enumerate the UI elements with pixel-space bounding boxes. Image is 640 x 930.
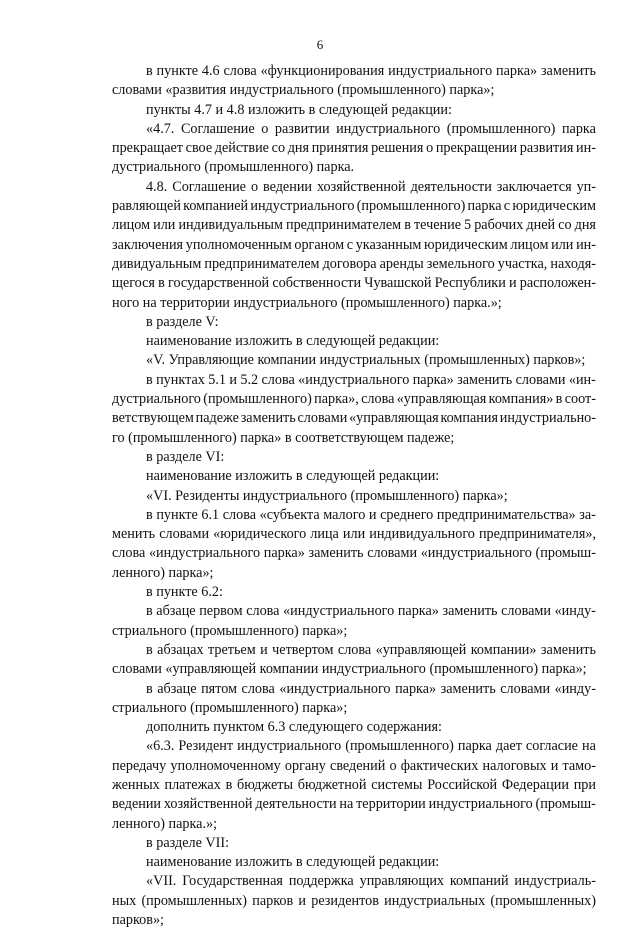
word: уполномоченному xyxy=(170,757,281,774)
word: передачу xyxy=(112,757,167,774)
word: прекращении xyxy=(435,140,518,157)
text-line: словами «управляющей компании индустриального (промышленного) парка»; xyxy=(112,661,587,678)
word: 5.1 xyxy=(208,371,226,388)
word: заменить xyxy=(240,410,296,427)
word: абзацах xyxy=(157,641,204,658)
word: договора xyxy=(322,255,377,272)
word: о xyxy=(389,757,397,774)
word: тамо- xyxy=(562,757,596,774)
word: Чувашской xyxy=(364,275,432,292)
word: указанным xyxy=(355,236,422,253)
word: парка» xyxy=(496,63,538,79)
word: «инду- xyxy=(554,603,596,620)
text-line: словами «развития индустриального (промышленного) парка»; xyxy=(112,82,495,99)
text-line: дополнить пунктом 6.3 следующего содержания: xyxy=(146,719,442,736)
text-line xyxy=(112,795,596,814)
word: компании» xyxy=(470,641,537,658)
word: заменить xyxy=(440,680,496,697)
word: индустриаль- xyxy=(514,873,596,890)
text-line xyxy=(112,178,596,197)
word: заменить xyxy=(442,603,498,620)
page-number: 6 xyxy=(316,37,324,52)
word: лица xyxy=(310,526,339,543)
text-line xyxy=(112,409,596,428)
word: заменить xyxy=(457,371,513,388)
word: словами xyxy=(367,545,418,562)
text-line xyxy=(112,506,596,525)
word: словами xyxy=(500,680,551,697)
word: в xyxy=(146,680,153,697)
text-line: парков»; xyxy=(112,912,164,929)
word: парка xyxy=(457,738,492,755)
word: парка», xyxy=(314,391,359,408)
word: малого xyxy=(323,506,366,523)
word: слова xyxy=(261,371,295,388)
word: и xyxy=(229,371,237,388)
text-line xyxy=(112,216,596,235)
word: слова xyxy=(246,603,280,620)
word: парка xyxy=(561,120,596,137)
text-line: пункты 4.7 и 4.8 изложить в следующей редакции: xyxy=(146,101,452,118)
word: бюджеты xyxy=(237,776,293,793)
word: хозяйственной xyxy=(316,178,406,195)
word: в xyxy=(555,391,563,408)
word: налоговых xyxy=(482,757,547,774)
word: развитии xyxy=(274,120,330,137)
text-line: го (промышленного) парка» в соответствующем падеже; xyxy=(112,429,455,446)
word: управляющих xyxy=(359,873,445,890)
word: «управляющая xyxy=(396,391,487,408)
word: щегося xyxy=(112,275,155,292)
word: словами xyxy=(501,603,551,620)
word: поддержка xyxy=(288,873,354,890)
word: индустриального xyxy=(388,63,493,79)
word: абзаце xyxy=(156,603,196,620)
word: (промышленных) xyxy=(490,892,596,909)
word: «инду- xyxy=(554,680,596,697)
text-line xyxy=(112,120,596,139)
word: и xyxy=(298,892,307,909)
word: «функционирования xyxy=(260,63,385,79)
word: в xyxy=(146,63,153,79)
text-line: ного на территории индустриального (промышленного) парка.»; xyxy=(112,294,502,311)
word: слова xyxy=(223,63,257,79)
word: слова xyxy=(361,391,395,408)
word: 6.1 xyxy=(201,506,220,523)
word: парков xyxy=(252,892,294,909)
word: и xyxy=(368,506,377,523)
word: женных xyxy=(112,776,160,793)
word: дней xyxy=(526,217,556,234)
word: слова xyxy=(222,506,257,523)
word: равляющей xyxy=(112,198,181,215)
word: пунктах xyxy=(156,371,205,388)
word: деятельности xyxy=(410,178,492,195)
word: в xyxy=(146,371,153,388)
word: дня xyxy=(287,140,310,157)
word: пункте xyxy=(156,63,199,79)
word: территории xyxy=(356,796,426,813)
word: в xyxy=(146,603,153,620)
word: парка» xyxy=(395,680,437,697)
word: первом xyxy=(199,603,243,620)
word: «ин- xyxy=(568,371,596,388)
word: Республики xyxy=(434,275,506,292)
word: «индустриального xyxy=(283,603,395,620)
word: при xyxy=(573,776,596,793)
word: ин- xyxy=(576,236,596,253)
word: ведении xyxy=(112,796,162,813)
text-line: стриального (промышленного) парка»; xyxy=(112,622,348,639)
word: слова xyxy=(241,680,275,697)
word: «управляющая xyxy=(349,410,439,427)
word: падеже xyxy=(195,410,239,427)
word: дустриального xyxy=(112,391,201,408)
word: системы xyxy=(371,776,423,793)
word: заменить xyxy=(540,63,596,79)
word: «индустриального xyxy=(279,680,391,697)
text-line: ленного) парка.»; xyxy=(112,815,218,832)
word: предпринимателя», xyxy=(478,526,596,543)
word: или xyxy=(551,236,574,253)
text-line: дустриального (промышленного) парка. xyxy=(112,159,355,176)
word: со xyxy=(558,217,572,234)
word: расположен- xyxy=(519,275,596,292)
word: ин- xyxy=(576,140,596,157)
document-body xyxy=(112,62,596,930)
text-line: в разделе VII: xyxy=(146,834,230,851)
word: органу xyxy=(284,757,326,774)
text-line xyxy=(112,197,596,216)
word: ведении xyxy=(262,178,313,195)
word: дня xyxy=(574,217,596,234)
text-line xyxy=(112,525,596,544)
word: четвертом xyxy=(272,641,334,658)
text-line xyxy=(112,62,596,81)
word: на xyxy=(339,796,354,813)
word: о xyxy=(250,178,259,195)
word: словами xyxy=(297,410,348,427)
word: «6.3. xyxy=(146,738,175,755)
text-line: в пункте 6.2: xyxy=(146,584,223,601)
word: уп- xyxy=(576,178,596,195)
text-line xyxy=(112,544,596,563)
text-line xyxy=(112,737,596,756)
word: решения xyxy=(371,140,424,157)
word: третьем xyxy=(207,641,256,658)
text-line xyxy=(112,390,596,409)
word: словами xyxy=(515,371,566,388)
word: (промышленного) xyxy=(356,198,466,215)
text-line: «V. Управляющие компании индустриальных (промышленных) парков»; xyxy=(146,352,586,369)
word: индивидуального xyxy=(369,526,475,543)
word: парка xyxy=(467,198,502,215)
word: дивидуальным xyxy=(112,255,202,272)
text-line xyxy=(112,139,596,158)
word: «субъекта xyxy=(259,506,320,523)
word: «индустриального xyxy=(298,371,410,388)
word: аренды xyxy=(379,255,424,272)
text-line: ленного) парка»; xyxy=(112,564,214,581)
word: резидентов xyxy=(311,892,379,909)
text-line: наименование изложить в следующей редакции: xyxy=(146,854,440,871)
word: (промыш- xyxy=(535,545,596,562)
word: «индустриального xyxy=(148,545,261,562)
word: принятия xyxy=(311,140,369,157)
word: «управляющей xyxy=(375,641,467,658)
word: абзаце xyxy=(157,680,197,697)
word: в xyxy=(225,776,233,793)
word: за- xyxy=(579,506,596,523)
word: течение xyxy=(413,217,461,234)
word: органом xyxy=(294,236,345,253)
word: соот- xyxy=(564,391,596,408)
text-line xyxy=(112,236,596,255)
text-line: наименование изложить в следующей редакции: xyxy=(146,333,440,350)
word: о xyxy=(426,140,434,157)
word: компанией xyxy=(183,198,249,215)
text-line xyxy=(112,680,596,699)
word: участка, xyxy=(497,255,548,272)
word: (промыш- xyxy=(535,796,596,813)
text-line xyxy=(112,776,596,795)
word: компания» xyxy=(488,391,554,408)
word: деятельности xyxy=(255,796,337,813)
word: на xyxy=(582,738,596,755)
word: 4.8. xyxy=(146,178,168,195)
word: в xyxy=(158,275,165,292)
word: (промышленного) xyxy=(446,120,556,137)
text-line xyxy=(112,892,596,911)
text-line xyxy=(112,255,596,274)
word: государственной xyxy=(168,275,270,292)
word: «4.7. xyxy=(146,120,175,137)
word: Резидент xyxy=(178,738,234,755)
word: слова xyxy=(337,641,372,658)
word: индустриального xyxy=(250,198,355,215)
word: индивидуальным xyxy=(178,217,283,234)
word: (промышленного) xyxy=(345,738,454,755)
word: парка» xyxy=(263,545,305,562)
word: в xyxy=(146,641,153,658)
text-line: в разделе VI: xyxy=(146,448,225,465)
word: ных xyxy=(112,892,137,909)
text-line xyxy=(112,641,596,660)
word: со xyxy=(271,140,286,157)
text-line: «VI. Резиденты индустриального (промышленного) парка»; xyxy=(146,487,508,504)
word: Российской xyxy=(427,776,498,793)
word: заключения xyxy=(112,236,184,253)
word: развития xyxy=(519,140,574,157)
word: компания xyxy=(440,410,499,427)
word: пятом xyxy=(201,680,238,697)
word: находя- xyxy=(550,255,596,272)
word: сведений xyxy=(330,757,386,774)
word: заключается xyxy=(496,178,572,195)
word: среднего xyxy=(380,506,434,523)
word: юридическим xyxy=(512,198,596,215)
word: предпринимателем xyxy=(204,255,320,272)
word: парка» xyxy=(397,603,439,620)
text-line xyxy=(112,602,596,621)
word: слова xyxy=(112,545,146,562)
word: юридическим xyxy=(424,236,508,253)
word: индустриального xyxy=(428,796,533,813)
text-line xyxy=(112,274,596,293)
word: индустриального xyxy=(237,738,342,755)
word: земельного xyxy=(426,255,495,272)
word: пункте xyxy=(156,506,198,523)
word: фактических xyxy=(400,757,479,774)
word: согласие xyxy=(525,738,578,755)
word: о xyxy=(261,120,269,137)
word: в xyxy=(404,217,411,234)
word: 5 xyxy=(464,217,472,234)
word: свое xyxy=(185,140,213,157)
word: 5.2 xyxy=(240,371,259,388)
word: словами xyxy=(159,526,210,543)
word: ветствующем xyxy=(112,410,194,427)
word: хозяйственной xyxy=(163,796,253,813)
word: с xyxy=(346,236,354,253)
word: парка» xyxy=(412,371,454,388)
word: предпринимательства» xyxy=(436,506,576,523)
text-line: наименование изложить в следующей редакции: xyxy=(146,468,440,485)
word: лицом xyxy=(510,236,549,253)
word: или xyxy=(342,526,366,543)
word: компаний xyxy=(449,873,509,890)
word: (промышленных) xyxy=(141,892,248,909)
text-line xyxy=(112,757,596,776)
word: индустриально- xyxy=(499,410,596,427)
word: рабочих xyxy=(474,217,524,234)
word: Соглашение xyxy=(180,120,255,137)
word: дает xyxy=(495,738,522,755)
word: 4.6 xyxy=(201,63,220,79)
text-line: стриального (промышленного) парка»; xyxy=(112,699,348,716)
word: менить xyxy=(112,526,156,543)
text-line: в разделе V: xyxy=(146,313,219,330)
word: платежах xyxy=(164,776,221,793)
word: уполномоченным xyxy=(185,236,292,253)
word: Соглашение xyxy=(172,178,246,195)
word: бюджетной xyxy=(297,776,367,793)
word: лицом xyxy=(112,217,151,234)
word: или xyxy=(153,217,176,234)
word: (промышленного) xyxy=(203,391,312,408)
word: заменить xyxy=(540,641,596,658)
word: и xyxy=(508,275,517,292)
word: Федерации xyxy=(501,776,569,793)
word: «индустриального xyxy=(420,545,532,562)
word: прекращает xyxy=(112,140,183,157)
word: Государственная xyxy=(182,873,283,890)
word: заменить xyxy=(308,545,364,562)
word: с xyxy=(503,198,511,215)
word: в xyxy=(146,506,153,523)
word: индустриальных xyxy=(384,892,486,909)
word: «юридического xyxy=(213,526,307,543)
word: действие xyxy=(214,140,269,157)
word: предпринимателем xyxy=(285,217,402,234)
word: и xyxy=(550,757,559,774)
text-line xyxy=(112,872,596,891)
word: «VII. xyxy=(146,873,177,890)
word: индустриального xyxy=(336,120,441,137)
text-line xyxy=(112,371,596,390)
word: и xyxy=(260,641,268,658)
word: собственности xyxy=(272,275,362,292)
